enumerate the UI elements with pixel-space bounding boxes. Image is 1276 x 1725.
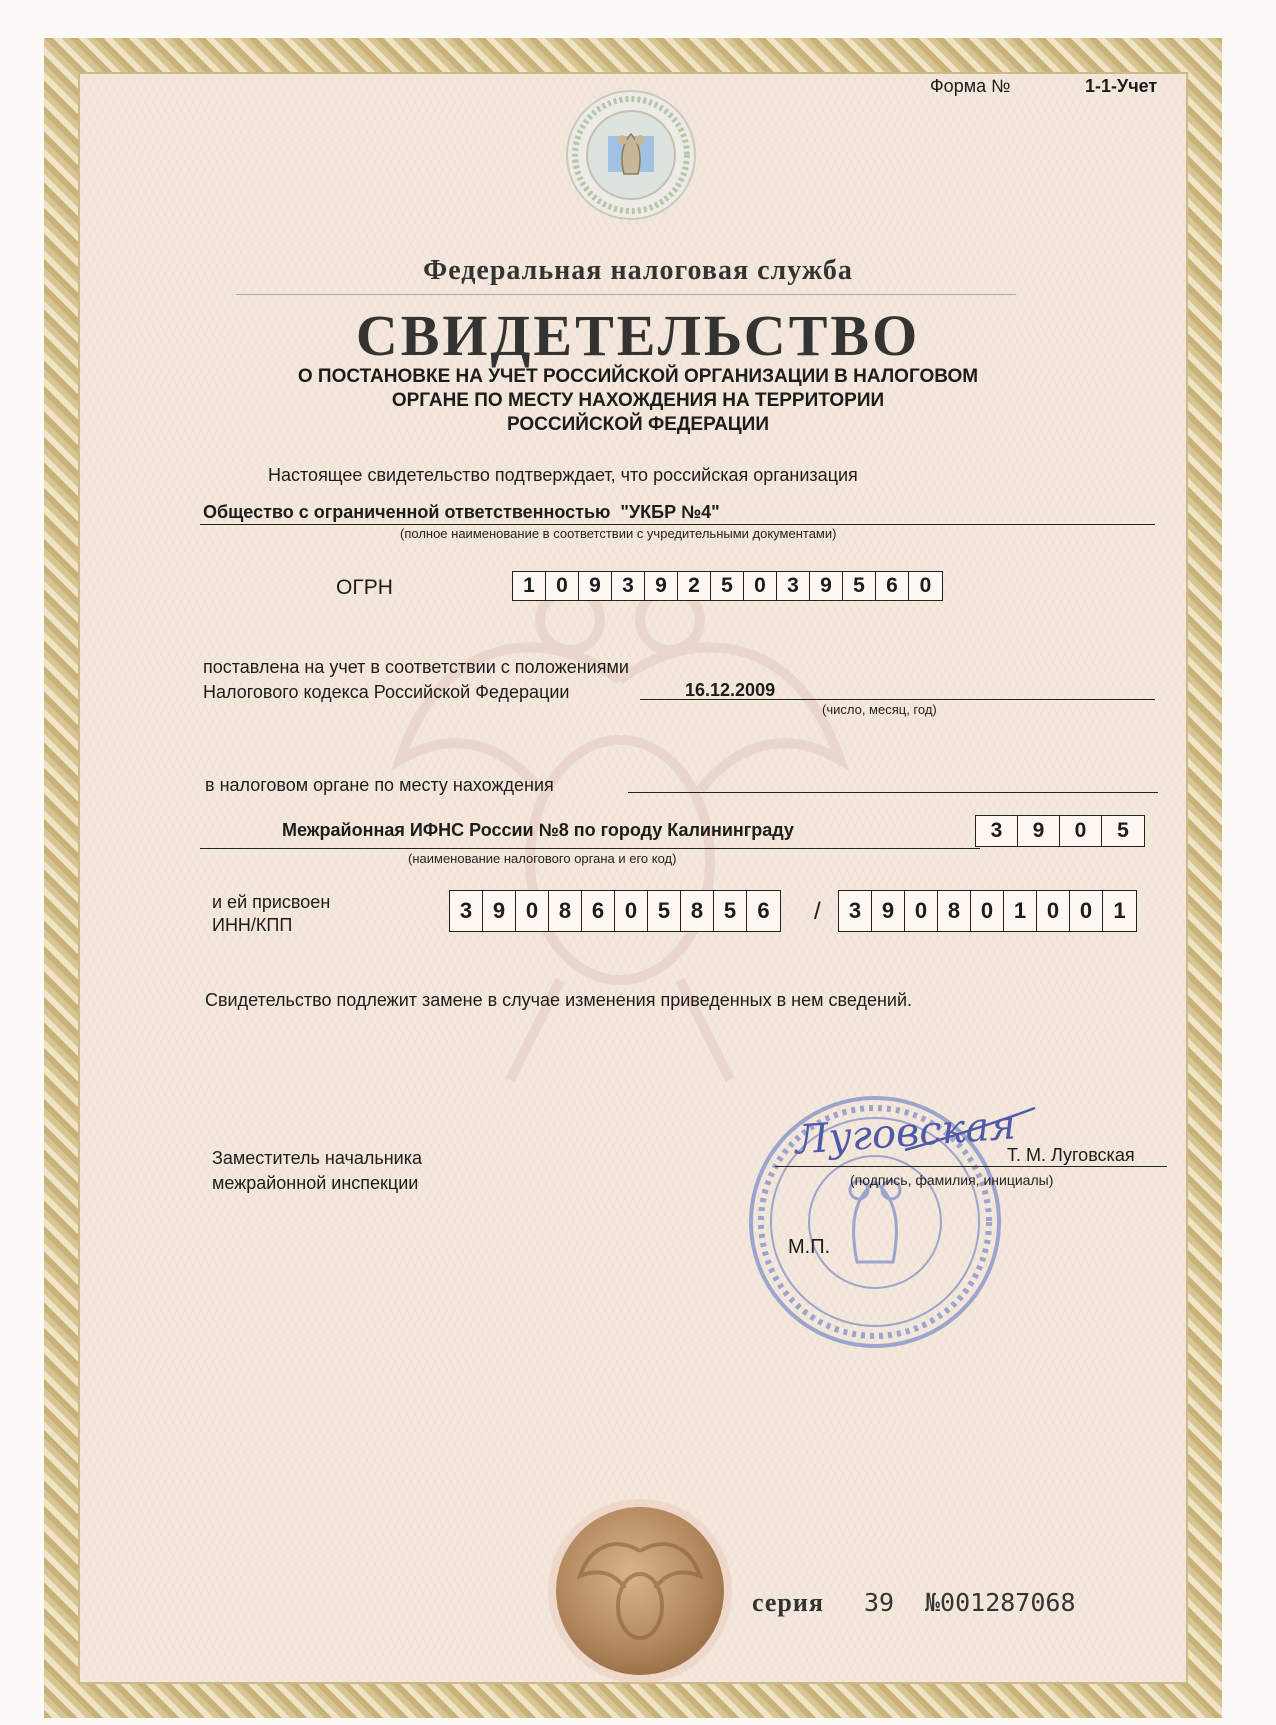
- inn-digit: 5: [714, 891, 747, 931]
- signature-text: Луговская: [793, 1102, 1018, 1164]
- inn-digit: 8: [681, 891, 714, 931]
- tax-authority-code-digit: 5: [1117, 819, 1129, 842]
- tax-authority-code-digit: 0: [1060, 816, 1102, 846]
- ogrn-digit: 2: [678, 572, 711, 600]
- kpp-digit: 0: [1070, 891, 1103, 931]
- inn-kpp-label-line-1: и ей присвоен: [212, 892, 331, 912]
- ogrn-label: ОГРН: [336, 576, 393, 599]
- inn-digit: 6: [757, 898, 770, 923]
- tax-authority-name: Межрайонная ИФНС России №8 по городу Калининграду: [282, 820, 794, 840]
- subtitle-line-3: РОССИЙСКОЙ ФЕДЕРАЦИИ: [506, 414, 769, 435]
- ogrn-box: [512, 571, 943, 601]
- inn-box: [449, 890, 781, 932]
- registration-date-underline: [640, 699, 1155, 700]
- document-title: СВИДЕТЕЛЬСТВО: [355, 303, 921, 368]
- stamp-place-label: М.П.: [788, 1236, 831, 1258]
- replacement-notice: Свидетельство подлежит замене в случае изменения приведенных в нем сведений.: [205, 990, 913, 1010]
- agency-underline: [236, 294, 1016, 295]
- inn-digit: 3: [450, 891, 483, 931]
- ogrn-digit: 5: [843, 572, 876, 600]
- organization-underline: [200, 524, 1155, 525]
- ogrn-digit: 9: [645, 572, 678, 600]
- signature-underline: [775, 1166, 1167, 1167]
- ogrn-digit: 0: [546, 572, 579, 600]
- subtitle-line-1: О ПОСТАНОВКЕ НА УЧЕТ РОССИЙСКОЙ ОРГАНИЗАЦИИ В НАЛОГОВОМ: [297, 366, 979, 387]
- kpp-digit: 1: [1004, 891, 1037, 931]
- tax-authority-code-box: [975, 815, 1145, 847]
- hologram-emblem: [564, 88, 698, 222]
- inn-digit: 9: [483, 891, 516, 931]
- inn-digit: 0: [516, 891, 549, 931]
- kpp-digit: 0: [971, 891, 1004, 931]
- registration-date: 16.12.2009: [685, 680, 776, 700]
- inn-digit: 0: [615, 891, 648, 931]
- tax-authority-underline-2: [200, 848, 980, 849]
- kpp-box: [838, 890, 1137, 932]
- ogrn-digit: 0: [919, 574, 932, 597]
- intro-text: Настоящее свидетельство подтверждает, что российская организация: [268, 465, 858, 485]
- ogrn-digit: 5: [711, 572, 744, 600]
- organization-caption: (полное наименование в соответствии с учредительными документами): [400, 526, 837, 541]
- kpp-digit: 3: [839, 891, 872, 931]
- kpp-digit: 0: [905, 891, 938, 931]
- kpp-digit: 1: [1113, 898, 1126, 923]
- ogrn-digit: 6: [876, 572, 909, 600]
- inn-kpp-label-line-2: ИНН/КПП: [212, 915, 293, 935]
- inn-digit: 5: [648, 891, 681, 931]
- agency-name: Федеральная налоговая служба: [423, 255, 853, 286]
- signatory-position-line-1: Заместитель начальника: [212, 1148, 423, 1168]
- series-label: серия: [752, 1588, 824, 1617]
- signatory-name: Т. М. Луговская: [1007, 1145, 1135, 1165]
- registration-line-1: поставлена на учет в соответствии с положениями: [203, 657, 629, 677]
- registration-date-caption: (число, месяц, год): [822, 702, 937, 717]
- signatory-position-line-2: межрайонной инспекции: [212, 1173, 419, 1193]
- ogrn-digit: 0: [744, 572, 777, 600]
- gold-seal: [545, 1496, 735, 1686]
- kpp-digit: 0: [1037, 891, 1070, 931]
- form-label: Форма №: [930, 76, 1011, 96]
- ogrn-digit: 9: [579, 572, 612, 600]
- ogrn-digit: 3: [612, 572, 645, 600]
- ogrn-digit: 1: [513, 572, 546, 600]
- form-number: 1-1-Учет: [1085, 76, 1158, 96]
- tax-authority-underline-1: [628, 792, 1158, 793]
- kpp-digit: 9: [872, 891, 905, 931]
- series-number: №001287068: [925, 1588, 1076, 1617]
- ogrn-digit: 9: [810, 572, 843, 600]
- series-value: 39: [864, 1588, 895, 1617]
- subtitle-line-2: ОРГАНЕ ПО МЕСТУ НАХОЖДЕНИЯ НА ТЕРРИТОРИИ: [391, 390, 885, 411]
- tax-authority-code-digit: 9: [1018, 816, 1060, 846]
- tax-authority-code-digit: 3: [976, 816, 1018, 846]
- tax-authority-label: в налоговом органе по месту нахождения: [205, 775, 554, 795]
- ogrn-digit: 3: [777, 572, 810, 600]
- inn-digit: 6: [582, 891, 615, 931]
- inn-digit: 8: [549, 891, 582, 931]
- kpp-digit: 8: [938, 891, 971, 931]
- organization-name: Общество с ограниченной ответственностью "УКБР №4": [203, 502, 720, 522]
- signature-caption: (подпись, фамилия, инициалы): [850, 1172, 1054, 1188]
- tax-authority-caption: (наименование налогового органа и его код): [408, 851, 677, 866]
- registration-line-2: Налогового кодекса Российской Федерации: [203, 682, 570, 702]
- inn-kpp-separator: /: [814, 898, 821, 925]
